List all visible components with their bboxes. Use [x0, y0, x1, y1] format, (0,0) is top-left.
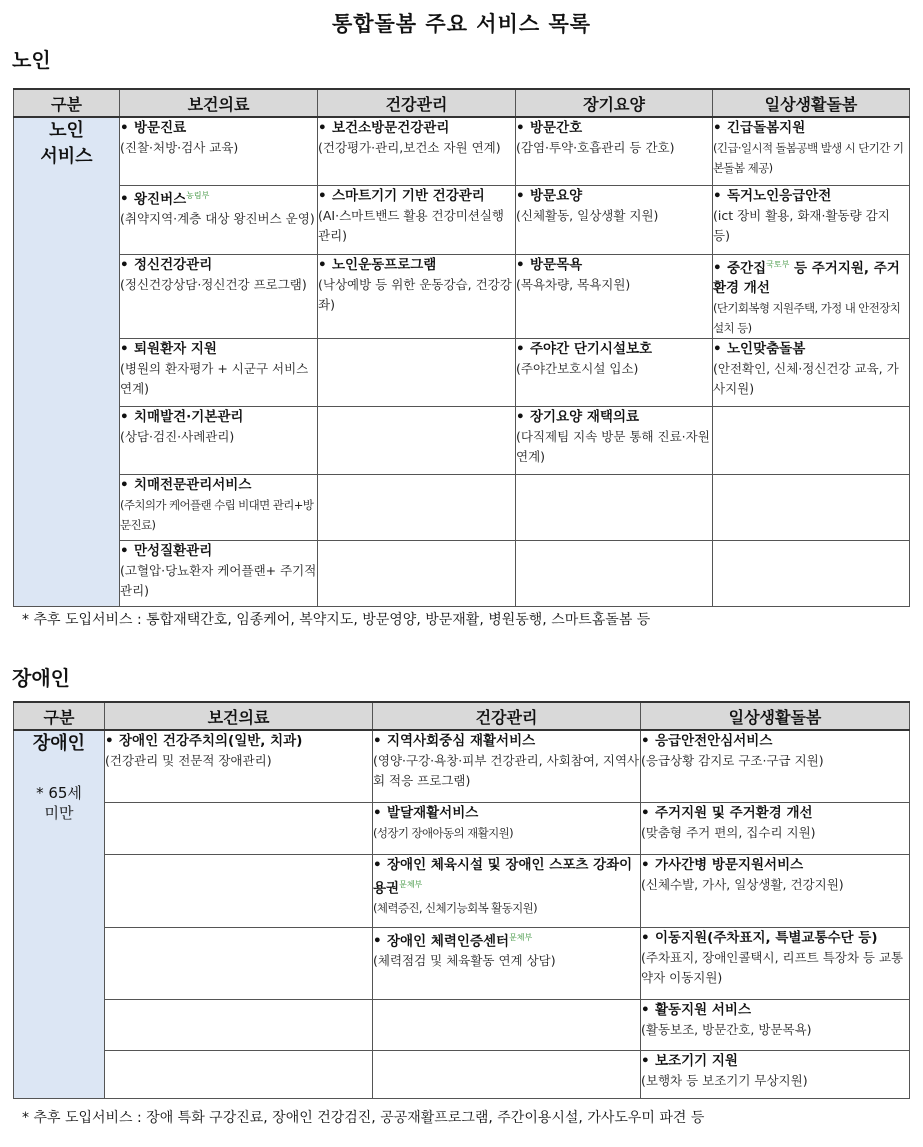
ministry-badge: 국토부 [766, 259, 790, 269]
service-detail: (AI·스마트밴드 활용 건강미션실행 관리) [318, 207, 505, 243]
service-detail: (건강평가·관리,보건소 자원 연계) [318, 140, 501, 155]
bullet-icon: • [120, 409, 129, 425]
service-name: 방문진료 [134, 120, 187, 136]
service-cell [713, 117, 910, 185]
service-name: 장애인 건강주치의(일반, 치과) [119, 733, 303, 749]
service-detail: (주야간보호시설 입소) [516, 361, 639, 376]
service-cell [318, 339, 516, 407]
bullet-icon: • [120, 120, 129, 136]
service-name: 왕진버스 [134, 191, 187, 207]
service-item [318, 186, 515, 206]
service-item [120, 407, 317, 427]
service-cell [713, 541, 910, 607]
table-row [14, 407, 910, 475]
service-name: 장애인 체력인증센터 [387, 933, 510, 949]
service-cell [373, 999, 641, 1050]
service-detail: (ict 장비 활용, 화재·활동량 감지 등) [713, 207, 890, 243]
service-cell [120, 407, 318, 475]
service-cell [713, 185, 910, 254]
table-row [14, 999, 910, 1050]
service-item [373, 803, 640, 823]
disabled-footnote: * 추후 도입서비스 : 장애 특화 구강진료, 장애인 건강검진, 공공재활프로그램, 주간이용시설, 가사도우미 파견 등 [22, 1110, 705, 1126]
bullet-icon: • [120, 191, 129, 207]
service-name: 응급안전안심서비스 [655, 733, 773, 749]
service-detail: (낙상예방 등 위한 운동강습, 건강강좌) [318, 276, 512, 312]
ministry-badge: 농림부 [186, 190, 210, 200]
service-name: 주야간 단기시설보호 [530, 341, 653, 357]
service-item [641, 731, 909, 751]
service-item [373, 731, 640, 751]
header-category: 구분 [14, 702, 105, 730]
bullet-icon: • [713, 187, 722, 204]
service-item [641, 928, 909, 948]
bullet-icon: • [318, 120, 327, 136]
service-cell [120, 475, 318, 541]
service-name: 주거지원 및 주거환경 개선 [655, 804, 813, 821]
bullet-icon: • [516, 341, 525, 357]
header-category: 구분 [14, 89, 120, 117]
service-cell [373, 854, 641, 927]
service-name: 지역사회중심 재활서비스 [387, 733, 536, 749]
service-name: 가사간병 방문지원서비스 [655, 856, 804, 873]
service-cell [105, 1050, 373, 1098]
service-cell [120, 254, 318, 339]
service-item [105, 731, 372, 751]
service-cell [641, 854, 910, 927]
bullet-icon: • [641, 804, 650, 821]
service-name: 만성질환관리 [134, 543, 213, 559]
service-cell [641, 802, 910, 854]
service-name: 정신건강관리 [134, 256, 213, 273]
service-name: 장애인 체육시설 및 장애인 스포츠 강좌이용권 [373, 856, 633, 896]
elderly-service-table [13, 88, 910, 607]
service-item [713, 255, 909, 299]
table-row [14, 541, 910, 607]
service-cell [373, 802, 641, 854]
service-name: 노인운동프로그램 [332, 256, 437, 273]
service-cell [105, 730, 373, 802]
service-item [516, 118, 712, 138]
service-cell [318, 475, 516, 541]
service-name: 발달재활서비스 [387, 804, 479, 821]
service-name: 보건소방문건강관리 [332, 120, 450, 136]
header-health-medical: 보건의료 [105, 702, 373, 730]
service-name-tail: 등 주거지원, 주거환경 개선 [713, 260, 900, 296]
service-cell [105, 854, 373, 927]
service-detail: (주차표지, 장애인콜택시, 리프트 특장차 등 교통약자 이동지원) [641, 949, 904, 985]
service-cell [713, 254, 910, 339]
service-item [713, 118, 909, 138]
header-health-medical: 보건의료 [120, 89, 318, 117]
service-cell [713, 339, 910, 407]
service-detail: (신체활동, 일상생활 지원) [516, 207, 659, 223]
category-note-line: 미만 [44, 804, 74, 822]
service-name: 퇴원환자 지원 [134, 341, 217, 357]
service-name: 방문목욕 [530, 256, 583, 273]
service-cell [120, 541, 318, 607]
section-title-elderly: 노인 [12, 48, 51, 72]
service-cell [318, 541, 516, 607]
service-detail: (진찰·처방·검사 교육) [120, 140, 239, 155]
elderly-footnote: * 추후 도입서비스 : 통합재택간호, 임종케어, 복약지도, 방문영양, 방문재활, 병원동행, 스마트홈돌봄 등 [22, 612, 651, 628]
service-item [120, 339, 317, 359]
service-cell [120, 339, 318, 407]
service-detail: (건강관리 및 전문적 장애관리) [105, 753, 272, 768]
table-row [14, 117, 910, 185]
bullet-icon: • [120, 341, 129, 357]
bullet-icon: • [373, 933, 382, 949]
service-cell [318, 117, 516, 185]
disabled-service-table [13, 701, 910, 1099]
header-health-management: 건강관리 [318, 89, 516, 117]
service-cell [373, 1050, 641, 1098]
service-cell [713, 475, 910, 541]
category-label: 장애인 [32, 733, 86, 754]
section-title-disabled: 장애인 [12, 666, 70, 690]
bullet-icon: • [641, 1001, 650, 1018]
table-row [14, 802, 910, 854]
service-name: 치매발견·기본관리 [134, 409, 244, 425]
service-name: 보조기기 지원 [655, 1052, 738, 1069]
bullet-icon: • [318, 187, 327, 204]
category-note-line: * 65세 [36, 784, 82, 802]
service-cell [516, 475, 713, 541]
service-cell [120, 117, 318, 185]
service-name: 치매전문관리서비스 [134, 477, 252, 493]
bullet-icon: • [318, 256, 327, 273]
service-cell [105, 802, 373, 854]
service-name: 이동지원(주차표지, 특별교통수단 등) [655, 929, 878, 946]
service-cell [318, 407, 516, 475]
service-item [120, 186, 317, 210]
bullet-icon: • [516, 256, 525, 273]
service-detail: (고혈압·당뇨환자 케어플랜+ 주기적관리) [120, 563, 317, 598]
service-cell [318, 185, 516, 254]
category-label: 노인 [49, 120, 84, 141]
service-cell [641, 730, 910, 802]
header-long-term-care: 장기요양 [516, 89, 713, 117]
service-item [641, 1000, 909, 1020]
bullet-icon: • [516, 187, 525, 204]
category-label: 서비스 [40, 146, 93, 167]
bullet-icon: • [120, 543, 129, 559]
header-health-management: 건강관리 [373, 702, 641, 730]
service-detail: (상담·검진·사례관리) [120, 429, 235, 444]
service-detail: (목욕차량, 목욕지원) [516, 276, 631, 292]
service-detail: (병원의 환자평가 + 시군구 서비스연계) [120, 361, 309, 396]
table-row [14, 730, 910, 802]
service-name: 중간집 [727, 260, 767, 276]
service-name: 장기요양 재택의료 [530, 409, 640, 425]
service-item [516, 339, 712, 359]
service-cell [516, 541, 713, 607]
service-cell [373, 730, 641, 802]
category-cell [14, 730, 105, 1098]
service-cell [516, 185, 713, 254]
service-item [516, 186, 712, 206]
bullet-icon: • [373, 804, 382, 821]
category-cell [14, 117, 120, 607]
bullet-icon: • [641, 929, 650, 946]
header-daily-care: 일상생활돌봄 [713, 89, 910, 117]
service-cell [373, 927, 641, 999]
service-cell [713, 407, 910, 475]
ministry-badge: 문체부 [509, 932, 533, 942]
service-cell [105, 999, 373, 1050]
service-item [120, 475, 317, 495]
bullet-icon: • [120, 477, 129, 493]
service-detail: (안전확인, 신체·정신건강 교육, 가사지원) [713, 361, 899, 396]
service-cell [641, 1050, 910, 1098]
service-item [641, 803, 909, 823]
bullet-icon: • [713, 260, 722, 276]
service-cell [641, 999, 910, 1050]
service-cell [516, 339, 713, 407]
service-cell [120, 185, 318, 254]
service-name: 독거노인응급안전 [727, 187, 832, 204]
service-name: 방문요양 [530, 187, 583, 204]
service-name: 방문간호 [530, 120, 583, 136]
service-name: 노인맞춤돌봄 [727, 341, 806, 357]
bullet-icon: • [373, 733, 382, 749]
service-detail: (주치의가 케어플랜 수립 비대면 관리+방문진료) [120, 498, 314, 532]
service-detail: (영양·구강·욕창·피부 건강관리, 사회참여, 지역사회 적응 프로그램) [373, 753, 640, 788]
service-name: 활동지원 서비스 [655, 1001, 751, 1018]
table-row [14, 475, 910, 541]
service-cell [516, 117, 713, 185]
service-detail: (감염·투약·호흡관리 등 간호) [516, 140, 675, 155]
table-row [14, 927, 910, 999]
table-row [14, 339, 910, 407]
bullet-icon: • [641, 856, 650, 873]
service-detail: (체력증진, 신체기능회복 활동지원) [373, 901, 538, 915]
document-title: 통합돌봄 주요 서비스 목록 [331, 12, 592, 36]
service-detail: (보행차 등 보조기기 무상지원) [641, 1072, 808, 1088]
service-item [641, 1051, 909, 1071]
service-detail: (신체수발, 가사, 일상생활, 건강지원) [641, 876, 844, 892]
service-name: 긴급돌봄지원 [727, 120, 806, 136]
service-detail: (단기회복형 지원주택, 가정 내 안전장치 설치 등) [713, 301, 901, 335]
service-detail: (정신건강상담·정신건강 프로그램) [120, 276, 307, 292]
service-item [516, 407, 712, 427]
service-cell [516, 407, 713, 475]
service-item [120, 255, 317, 275]
service-detail: (체력점검 및 체육활동 연계 상담) [373, 953, 556, 968]
bullet-icon: • [713, 341, 722, 357]
ministry-badge: 문체부 [399, 879, 423, 889]
service-cell [641, 927, 910, 999]
table-row [14, 185, 910, 254]
service-cell [516, 254, 713, 339]
service-detail: (성장기 장애아동의 재활지원) [373, 825, 513, 840]
service-item [318, 118, 515, 138]
service-detail: (활동보조, 방문간호, 방문목욕) [641, 1021, 812, 1037]
service-item [713, 339, 909, 359]
table-row [14, 854, 910, 927]
service-name: 스마트기기 기반 건강관리 [332, 187, 485, 204]
service-item [713, 186, 909, 206]
service-detail: (다직제팀 지속 방문 통해 진료·자원연계) [516, 429, 710, 464]
service-cell [318, 254, 516, 339]
bullet-icon: • [373, 856, 382, 873]
service-item [373, 855, 640, 899]
bullet-icon: • [641, 1052, 650, 1069]
bullet-icon: • [105, 733, 114, 749]
service-detail: (맞춤형 주거 편의, 집수리 지원) [641, 824, 816, 840]
table-row [14, 254, 910, 339]
service-item [641, 855, 909, 875]
bullet-icon: • [641, 733, 650, 749]
service-item [516, 255, 712, 275]
bullet-icon: • [516, 409, 525, 425]
table-row [14, 1050, 910, 1098]
service-item [318, 255, 515, 275]
header-daily-care: 일상생활돌봄 [641, 702, 910, 730]
bullet-icon: • [713, 120, 722, 136]
category-note [14, 783, 104, 823]
service-item [373, 928, 640, 952]
bullet-icon: • [516, 120, 525, 136]
service-item [120, 118, 317, 138]
service-detail: (응급상황 감지로 구조·구급 지원) [641, 753, 824, 768]
service-cell [105, 927, 373, 999]
service-item [120, 541, 317, 561]
bullet-icon: • [120, 256, 129, 273]
service-detail: (취약지역·계층 대상 왕진버스 운영) [120, 211, 315, 226]
service-detail: (긴급·일시적 돌봄공백 발생 시 단기간 기본돌봄 제공) [713, 141, 904, 175]
